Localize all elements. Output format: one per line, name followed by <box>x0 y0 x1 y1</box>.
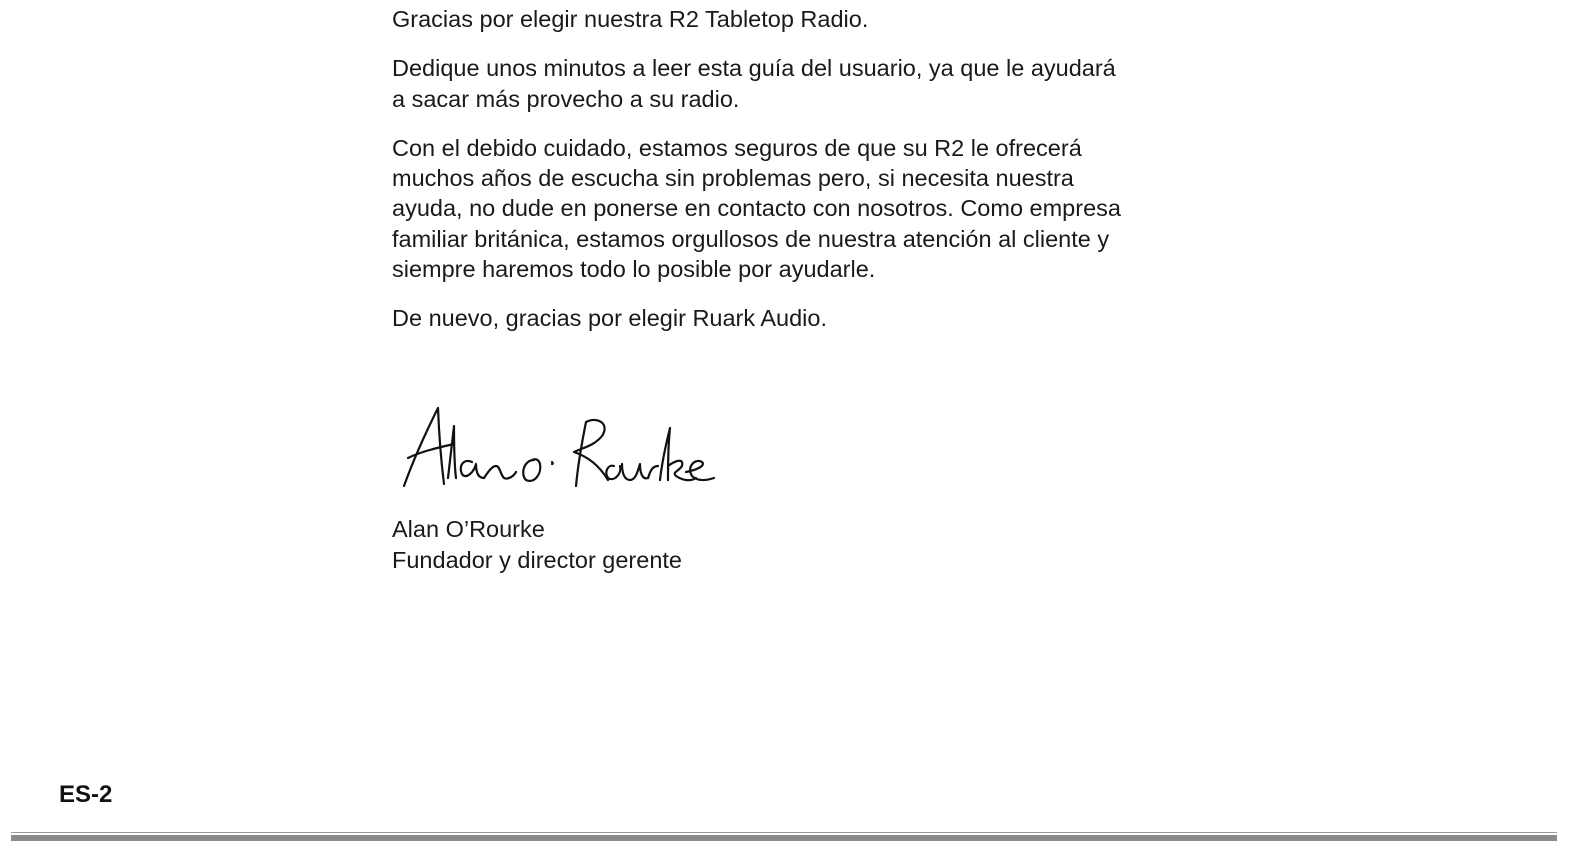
footer-rule <box>11 832 1557 842</box>
signer-title: Fundador y director gerente <box>392 546 682 573</box>
paragraph-read-guide: Dedique unos minutos a leer esta guía del usuario, ya que le ayudará a sacar más provecho a su radio. <box>392 55 1116 112</box>
paragraph-care: Con el debido cuidado, estamos seguros de que su R2 le ofrecerá muchos años de escucha sin problemas pero, si necesita nuestra ayuda, no dude en ponerse en contacto con nosotros. Como empresa familiar británica, estamos orgullosos de nuestra atención al cliente y siempre haremos todo lo posible por ayudarle. <box>392 134 1121 283</box>
page-number: ES-2 <box>59 781 113 808</box>
signature-graphic <box>396 400 716 496</box>
letter-body <box>392 4 1132 353</box>
paragraph-thanks: Gracias por elegir nuestra R2 Tabletop Radio. <box>392 6 869 32</box>
footer-rule-thin-line <box>11 832 1557 833</box>
handwritten-signature <box>396 400 716 496</box>
signer-block <box>392 514 682 575</box>
signer-name: Alan O’Rourke <box>392 516 545 542</box>
paragraph-thanks-again: De nuevo, gracias por elegir Ruark Audio. <box>392 305 827 332</box>
footer-rule-thick-line <box>11 835 1557 841</box>
